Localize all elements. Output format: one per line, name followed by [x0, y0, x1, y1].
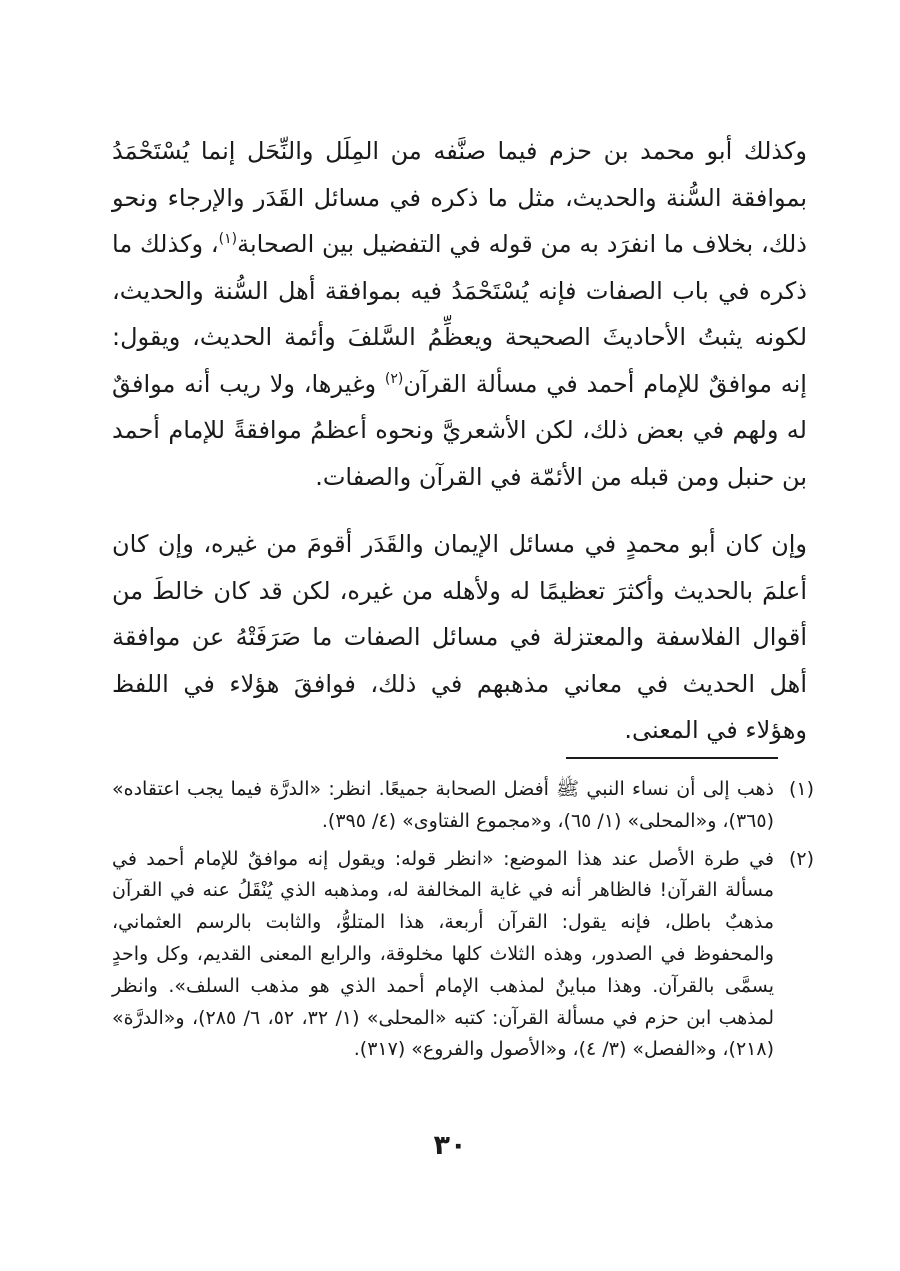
footnote-text: ذهب إلى أن نساء النبي ﷺ أفضل الصحابة جميعًا. انظر: «الدرَّة فيما يجب اعتقاده» (٣٦٥)، و«المحلى» (١/ ٦٥)، و«مجموع الفتاوى» (٤/ ٣٩٥). — [112, 778, 774, 832]
paragraph-1-text-b: ، وكذلك ما ذكره في باب الصفات فإنه يُسْتَحْمَدُ فيه بموافقة أهل السُّنة والحديث، لكونه يثبتُ الأحاديثَ الصحيحة ويعظِّمُ السَّلفَ وأئمة الحديث، ويقول: إنه موافقٌ للإمام أحمد في مسألة القرآن — [112, 230, 807, 398]
footnote-1 — [112, 774, 814, 838]
paragraph-1-text-a: وكذلك أبو محمد بن حزم فيما صنَّفه من المِلَل والنِّحَل إنما يُسْتَحْمَدُ بموافقة السُّنة والحديث، مثل ما ذكره في مسائل القَدَر والإرجاء ونحو ذلك، بخلاف ما انفرَد به من قوله في التفضيل بين الصحابة — [112, 137, 807, 258]
paragraph-1-text-c: وغيرها، ولا ريب أنه موافقٌ له ولهم في بعض ذلك، لكن الأشعريَّ ونحوه أعظمُ موافقةً للإمام أحمد بن حنبل ومن قبله من الأئمّة في القرآن والصفات. — [112, 369, 807, 491]
body-paragraph-2: وإن كان أبو محمدٍ في مسائل الإيمان والقَدَر أقومَ من غيره، وإن كان أعلمَ بالحديث وأكثرَ تعظيمًا له ولأهله من غيره، لكن قد كان خالطَ من أقوال الفلاسفة والمعتزلة في مسائل الصفات ما صَرَفَتْهُ عن موافقة أهل الحديث في معاني مذهبهم في ذلك، فوافقَ هؤلاء في اللفظ وهؤلاء في المعنى. — [112, 530, 807, 744]
footnote-text: في طرة الأصل عند هذا الموضع: «انظر قوله: ويقول إنه موافقٌ للإمام أحمد في مسألة القرآن! فالظاهر أنه في غاية المخالفة له، ومذهبه الذي يُنْقَلُ عنه في القرآن مذهبٌ باطل، فإنه يقول: القرآن أربعة، هذا المتلوُّ، والثابت بالرسم العثماني، والمحفوظ في الصدور، وهذه الثلاث كلها مخلوقة، والرابع المعنى القديم، وكل واحدٍ يسمَّى بالقرآن. وهذا مباينٌ لمذهب الإمام أحمد الذي هو مذهب السلف». وانظر لمذهب ابن حزم في مسألة القرآن: كتبه «المحلى» (١/ ٣٢، ٥٢، ٦/ ٢٨٥)، و«الدرَّة» (٢١٨)، و«الفصل» (٣/ ٤)، و«الأصول والفروع» (٣١٧). — [112, 847, 775, 1061]
footnote-marker: (١) — [788, 778, 814, 800]
footnote-separator — [566, 757, 778, 759]
main-text — [112, 128, 807, 754]
page-number: ٣٠ — [433, 1130, 467, 1161]
footnote-ref-2: (٢) — [384, 370, 404, 387]
footnote-ref-1: (١) — [218, 231, 238, 247]
footnote-marker: (٢) — [788, 847, 814, 870]
body-paragraph-1 — [112, 128, 807, 500]
footnotes — [112, 774, 814, 1072]
footnote-2 — [112, 844, 814, 1067]
